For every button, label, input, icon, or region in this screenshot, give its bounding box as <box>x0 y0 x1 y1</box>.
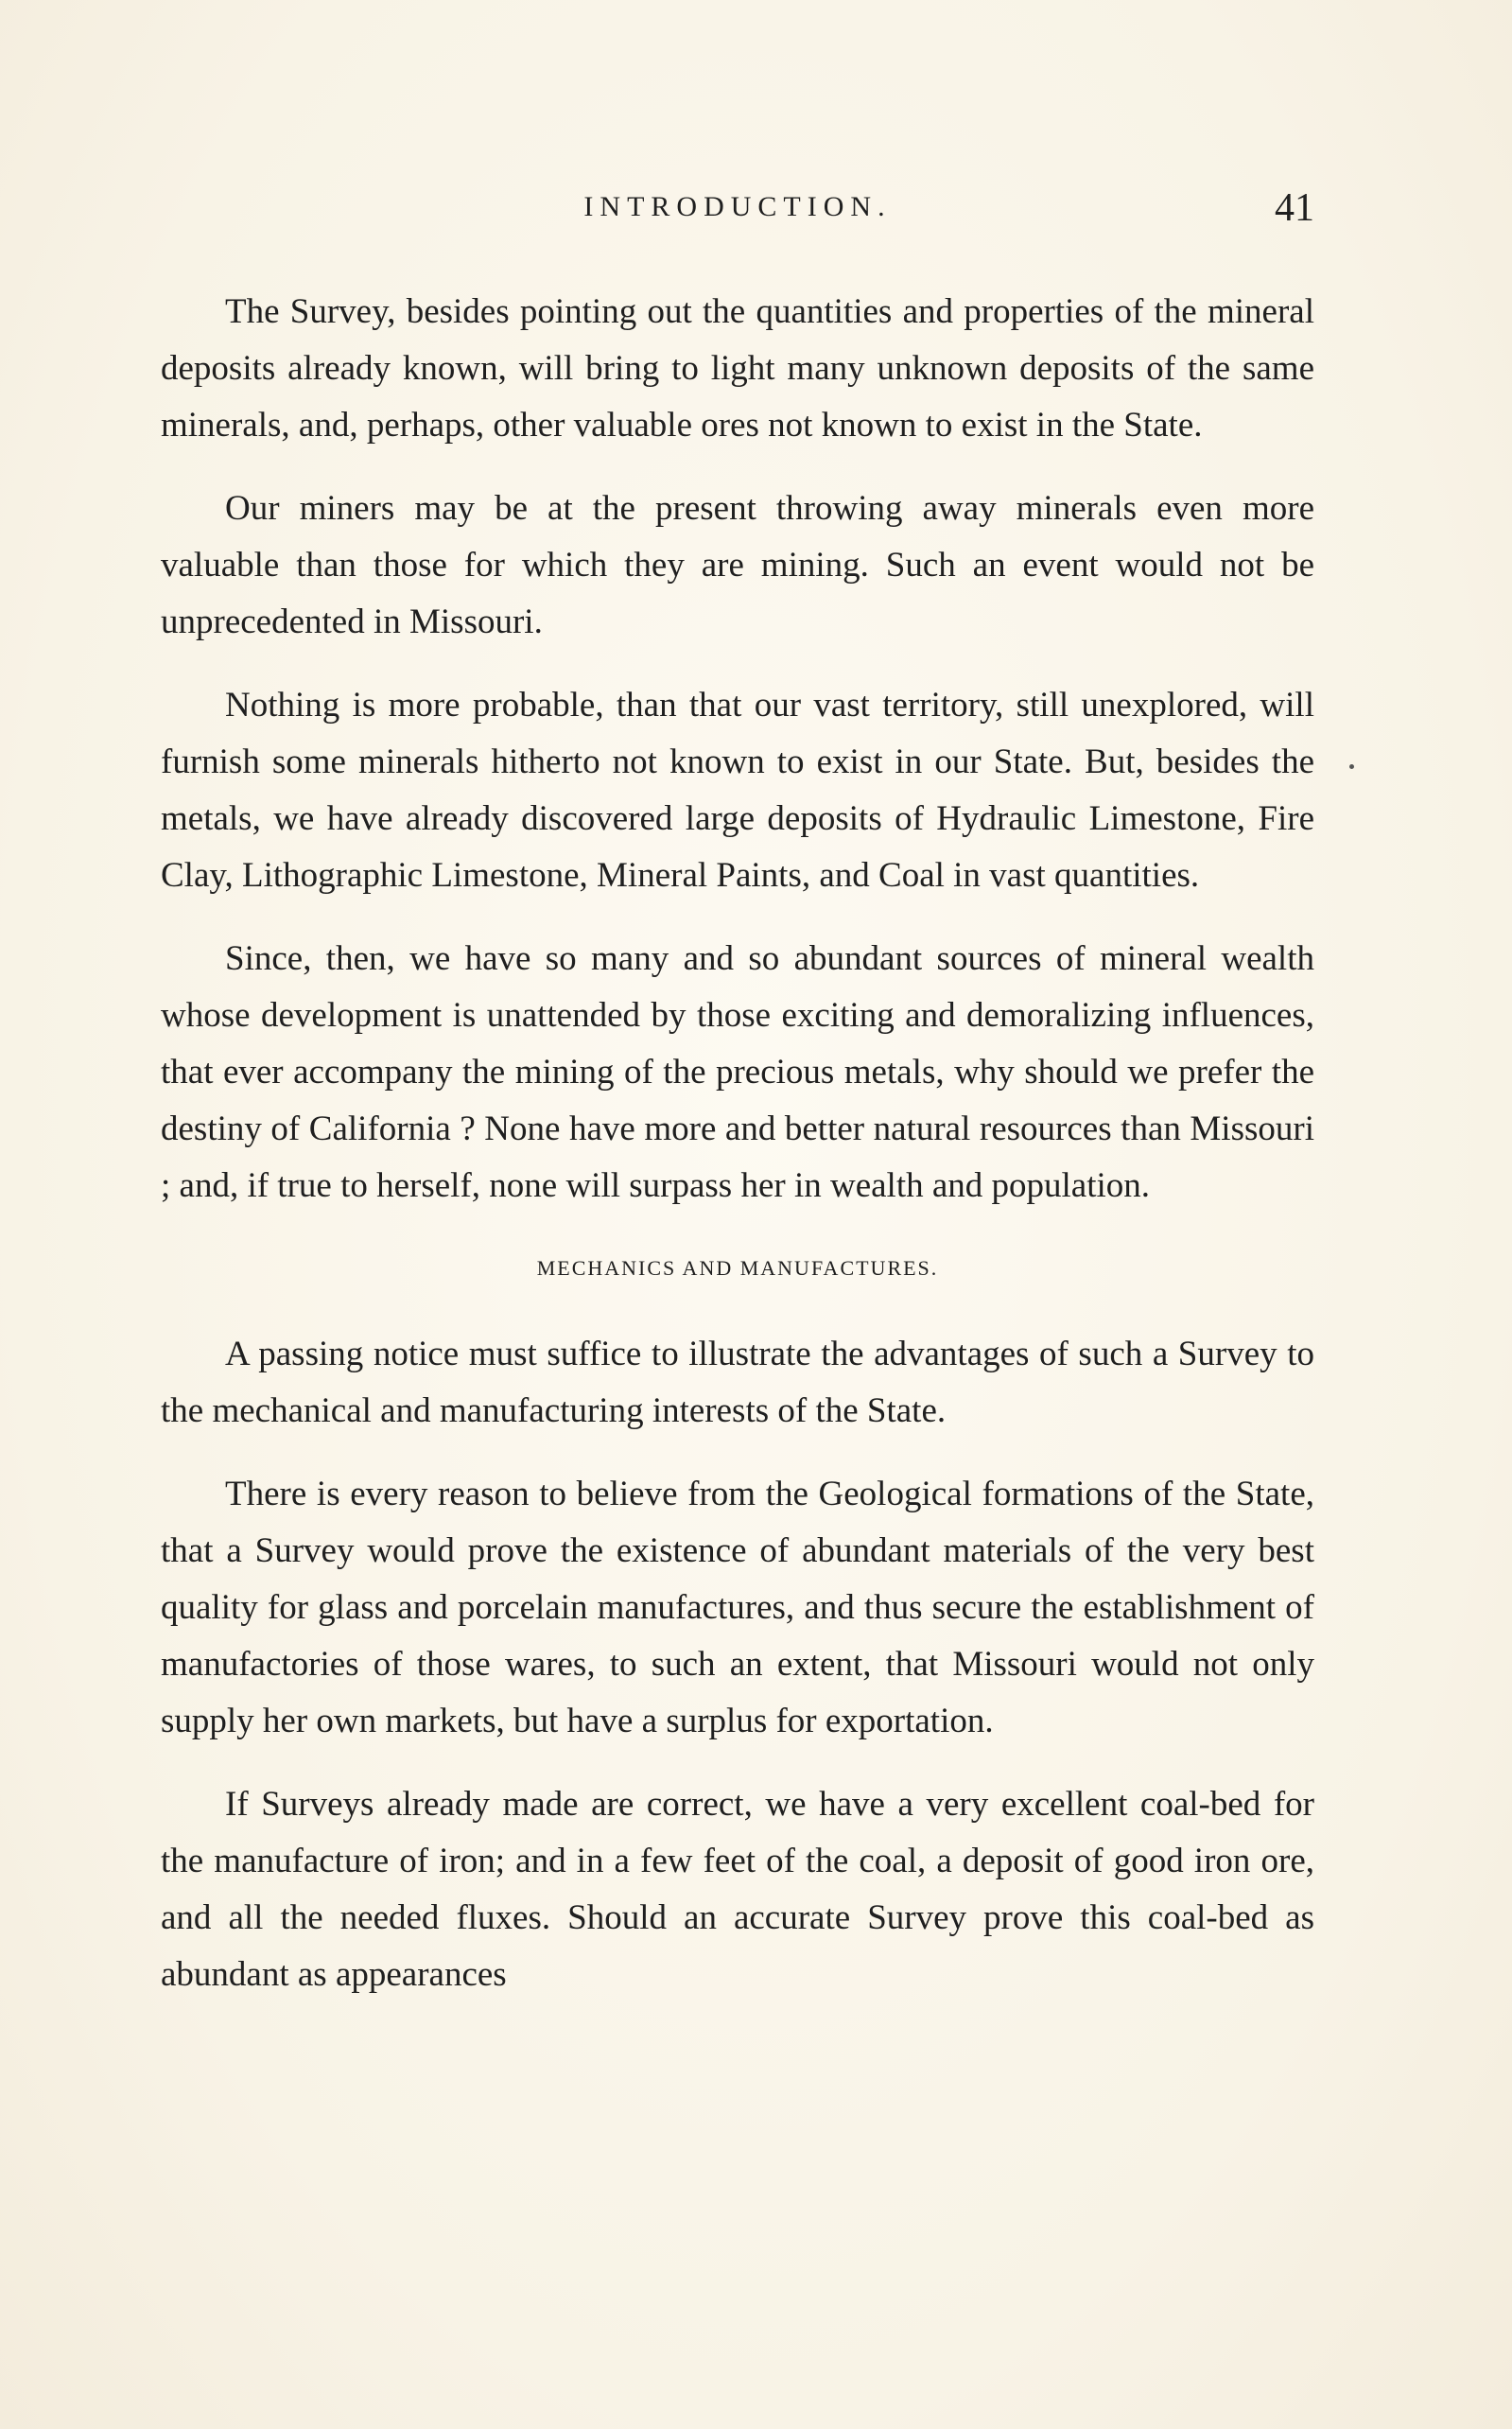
page-header <box>161 185 1314 242</box>
paragraph-vast-territory: Nothing is more probable, than that our vast territory, still unexplored, will furnish some minerals hitherto not known to exist in our State. But, besides the metals, we have already discovered large deposits of Hydraulic Limestone, Fire Clay, Lithographic Limestone, Mineral Paints, and Coal in vast quantities. <box>161 686 1314 895</box>
paragraph-mineral-wealth: Since, then, we have so many and so abundant sources of mineral wealth whose development is unattended by those exciting and demoralizing influences, that ever accompany the mining of the precious metals, why should we prefer the destiny of California ? None have more and better natural resources than Missouri ; and, if true to herself, none will surpass her in wealth and population. <box>161 939 1314 1205</box>
paragraph-miners: Our miners may be at the present throwing away minerals even more valuable than those for which they are mining. Such an event would not be unprecedented in Missouri. <box>161 489 1314 641</box>
section-heading: MECHANICS AND MANUFACTURES. <box>536 1256 939 1280</box>
body-text <box>161 284 1314 2030</box>
running-head: INTRODUCTION. <box>583 191 892 222</box>
paragraph-glass-porcelain: There is every reason to believe from the Geological formations of the State, that a Survey would prove the existence of abundant materials of the very best quality for glass and porcelain manufactures, and thus secure the establishment of manufactories of those wares, to such an extent, that Missouri would not only supply her own markets, but have a surplus for exportation. <box>161 1475 1314 1740</box>
paragraph-passing-notice: A passing notice must suffice to illustrate the advantages of such a Survey to the mechanical and manufacturing interests of the State. <box>161 1335 1314 1430</box>
paragraph-survey-deposits: The Survey, besides pointing out the quantities and properties of the mineral deposits already known, will bring to light many unknown deposits of the same minerals, and, perhaps, other valuable ores not known to exist in the State. <box>161 292 1314 445</box>
page-number: 41 <box>1275 186 1314 230</box>
margin-mark <box>1349 764 1354 769</box>
paragraph-coal-bed: If Surveys already made are correct, we have a very excellent coal-bed for the manufacture of iron; and in a few feet of the coal, a deposit of good iron ore, and all the needed fluxes. Should an accurate Survey prove this coal-bed as abundant as appearances <box>161 1785 1314 1994</box>
